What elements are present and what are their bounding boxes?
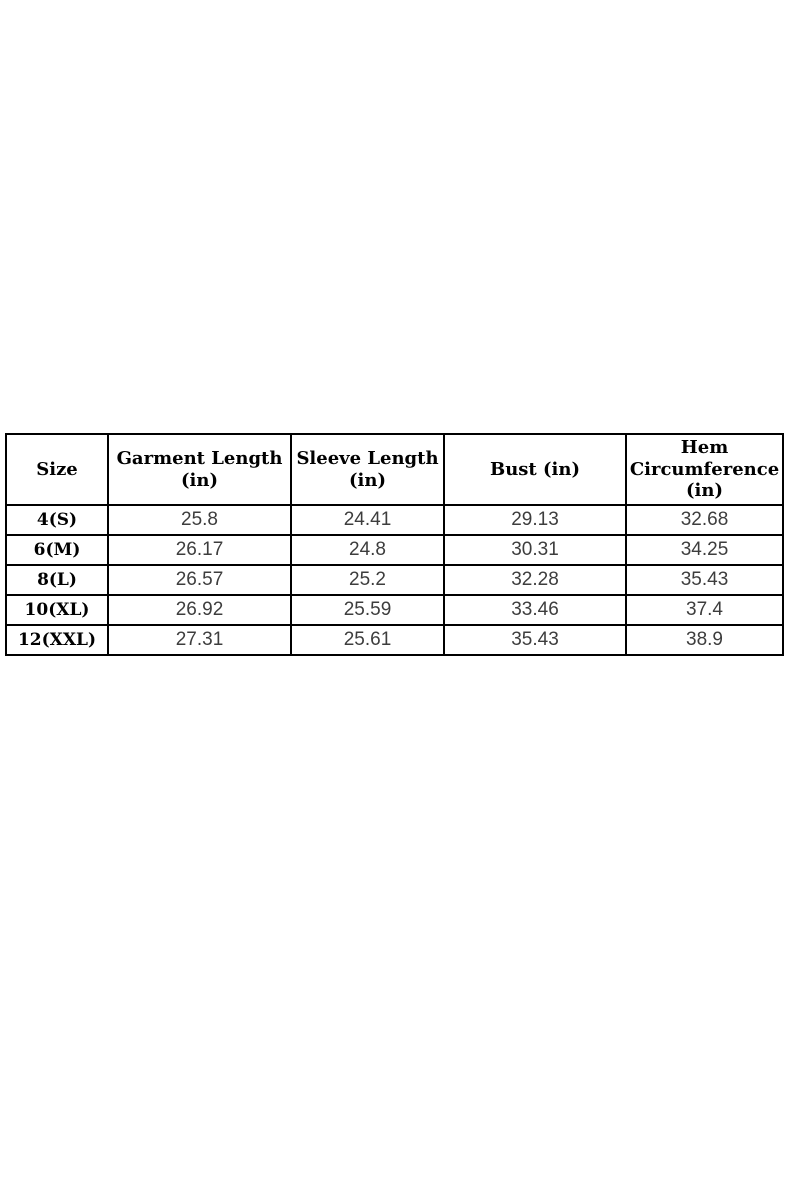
column-header-size: Size: [6, 434, 108, 505]
bust-cell: 29.13: [444, 505, 626, 535]
column-header-sleeve-length: Sleeve Length (in): [291, 434, 444, 505]
size-cell: 8(L): [6, 565, 108, 595]
table-row: [6, 595, 783, 625]
sleeve-length-cell: 25.61: [291, 625, 444, 655]
sleeve-length-cell: 24.8: [291, 535, 444, 565]
column-header-bust: Bust (in): [444, 434, 626, 505]
hem-circumference-cell: 38.9: [626, 625, 783, 655]
garment-length-cell: 26.92: [108, 595, 291, 625]
hem-circumference-cell: 37.4: [626, 595, 783, 625]
table-row: [6, 535, 783, 565]
hem-circumference-cell: 35.43: [626, 565, 783, 595]
garment-length-cell: 27.31: [108, 625, 291, 655]
garment-length-cell: 26.57: [108, 565, 291, 595]
hem-circumference-cell: 34.25: [626, 535, 783, 565]
size-cell: 10(XL): [6, 595, 108, 625]
header-row: [6, 434, 783, 505]
size-chart-table: [5, 433, 784, 656]
bust-cell: 33.46: [444, 595, 626, 625]
column-header-garment-length: Garment Length (in): [108, 434, 291, 505]
size-cell: 6(M): [6, 535, 108, 565]
size-cell: 4(S): [6, 505, 108, 535]
sleeve-length-cell: 24.41: [291, 505, 444, 535]
bust-cell: 32.28: [444, 565, 626, 595]
sleeve-length-cell: 25.2: [291, 565, 444, 595]
bust-cell: 30.31: [444, 535, 626, 565]
size-cell: 12(XXL): [6, 625, 108, 655]
sleeve-length-cell: 25.59: [291, 595, 444, 625]
garment-length-cell: 26.17: [108, 535, 291, 565]
table-row: [6, 625, 783, 655]
table-row: [6, 565, 783, 595]
bust-cell: 35.43: [444, 625, 626, 655]
column-header-hem-circumference: Hem Circumference (in): [626, 434, 783, 505]
hem-circumference-cell: 32.68: [626, 505, 783, 535]
garment-length-cell: 25.8: [108, 505, 291, 535]
table-row: [6, 505, 783, 535]
